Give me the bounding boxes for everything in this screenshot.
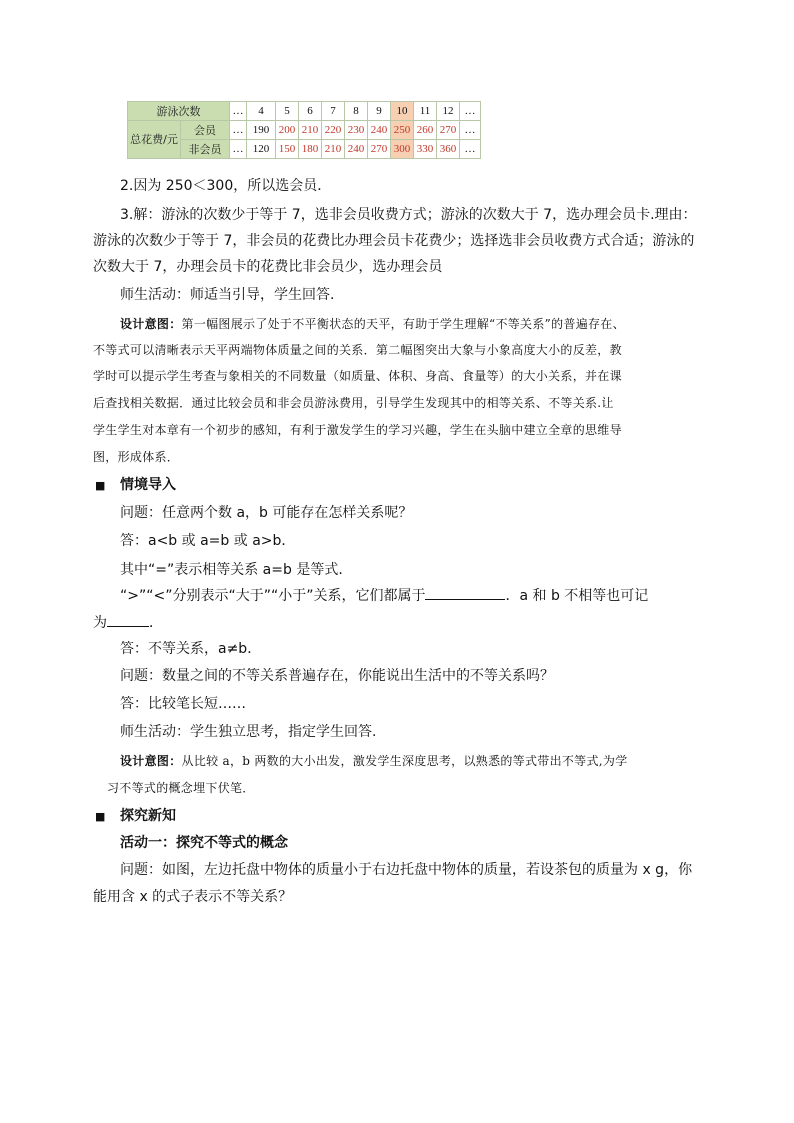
table-cell-highlight: 10 — [391, 102, 414, 121]
table-cell: 12 — [437, 102, 460, 121]
table-cell: 8 — [345, 102, 368, 121]
header-swim-count: 游泳次数 — [128, 102, 230, 121]
table-cell: 270 — [368, 140, 391, 159]
header-total-cost: 总花费/元 — [128, 121, 181, 159]
table-cell: … — [230, 102, 247, 121]
answer-3b: 答：比较笔长短…… — [120, 696, 246, 712]
table-row — [128, 102, 481, 121]
design-label: 设计意图： — [120, 317, 182, 331]
table-cell: 270 — [437, 121, 460, 140]
square-bullet-icon: ■ — [95, 810, 106, 823]
table-cell: 330 — [414, 140, 437, 159]
square-bullet-icon: ■ — [95, 479, 106, 492]
design-text: 第一幅图展示了处于不平衡状态的天平，有助于学生理解“不等关系”的普遍存在、 — [181, 317, 625, 331]
notation-text-b: ． — [149, 615, 163, 631]
teacher-student-activity-2: 师生活动：学生独立思考，指定学生回答. — [120, 724, 377, 740]
table-cell: 120 — [247, 140, 276, 159]
answer-3-line-3: 次数大于 7，办理会员卡的花费比非会员少，选办理会员 — [93, 259, 443, 275]
fill-blank-1 — [425, 585, 505, 600]
design-intent-1-line-2: 不等式可以清晰表示天平两端物体质量之间的关系．第二幅图突出大象与小象高度大小的反差，教 — [93, 343, 622, 357]
table-cell: 180 — [299, 140, 322, 159]
section-title-scenario: 情境导入 — [120, 477, 176, 493]
question-3-line-1: 问题：如图，左边托盘中物体的质量小于右边托盘中物体的质量，若设茶包的质量为 x g，你 — [120, 862, 693, 878]
table-cell: 210 — [322, 140, 345, 159]
table-cell: … — [460, 102, 481, 121]
equality-line: 其中“=”表示相等关系 a=b 是等式. — [120, 562, 343, 578]
fill-blank-2 — [107, 612, 149, 627]
table-row — [128, 121, 481, 140]
answer-2: 2.因为 250＜300，所以选会员． — [120, 178, 332, 194]
table-cell: 6 — [299, 102, 322, 121]
table-row — [128, 140, 481, 159]
table-cell: 230 — [345, 121, 368, 140]
swim-fee-table — [127, 101, 481, 159]
question-2: 问题：数量之间的不等关系普遍存在，你能说出生活中的不等关系吗？ — [120, 668, 554, 684]
table-cell: 7 — [322, 102, 345, 121]
table-cell: 240 — [368, 121, 391, 140]
question-3-line-2: 能用含 x 的式子表示不等关系？ — [93, 889, 293, 905]
section-title-explore: 探究新知 — [120, 808, 176, 824]
table-cell: 210 — [299, 121, 322, 140]
design-intent-1-line-4: 后查找相关数据．通过比较会员和非会员游泳费用，引导学生发现其中的相等关系、不等关系.让 — [93, 396, 614, 410]
design-intent-2-line-2: 习不等式的概念埋下伏笔． — [107, 781, 255, 795]
notation-line — [93, 612, 163, 633]
table-cell: 9 — [368, 102, 391, 121]
design-intent-1-line-1 — [120, 314, 625, 334]
design-label: 设计意图： — [120, 754, 182, 768]
table-cell: … — [230, 121, 247, 140]
activity-title: 活动一：探究不等式的概念 — [120, 835, 288, 851]
design-text: 从比较 a，b 两数的大小出发，激发学生深度思考，以熟悉的等式带出不等式,为学 — [181, 754, 628, 768]
answer-3-line-2: 游泳的次数少于等于 7，非会员的花费比办理会员卡花费少；选择选非会员收费方式合适；游泳的 — [93, 233, 695, 249]
table-cell: … — [460, 121, 481, 140]
answer-2b: 答：不等关系，a≠b． — [120, 641, 262, 657]
table-cell: 5 — [276, 102, 299, 121]
table-cell: 360 — [437, 140, 460, 159]
design-intent-1-line-6: 图，形成体系． — [93, 450, 180, 464]
notation-text-a: 为 — [93, 615, 107, 631]
design-intent-1-line-5: 学生学生对本章有一个初步的感知，有利于激发学生的学习兴趣，学生在头脑中建立全章的思维导 — [93, 423, 622, 437]
design-intent-1-line-3: 学时可以提示学生考查与象相关的不同数量（如质量、体积、身高、食量等）的大小关系，并在课 — [93, 369, 622, 383]
table-cell: 150 — [276, 140, 299, 159]
teacher-student-activity-1: 师生活动：师适当引导，学生回答. — [120, 287, 335, 303]
table-cell: 240 — [345, 140, 368, 159]
table-cell-highlight: 300 — [391, 140, 414, 159]
table-cell: 11 — [414, 102, 437, 121]
table-cell-highlight: 250 — [391, 121, 414, 140]
table-cell: 190 — [247, 121, 276, 140]
header-member: 会员 — [181, 121, 230, 140]
inequality-text-b: ．a 和 b 不相等也可记 — [505, 588, 649, 604]
inequality-text-a: “>”“<”分别表示“大于”“小于”关系，它们都属于 — [120, 588, 426, 604]
table-cell: 200 — [276, 121, 299, 140]
table-cell: 4 — [247, 102, 276, 121]
answer-1: 答：a<b 或 a=b 或 a>b． — [120, 533, 296, 549]
table-cell: … — [460, 140, 481, 159]
header-nonmember: 非会员 — [181, 140, 230, 159]
design-intent-2-line-1 — [120, 751, 628, 771]
table-cell: 260 — [414, 121, 437, 140]
table-cell: … — [230, 140, 247, 159]
question-1: 问题：任意两个数 a，b 可能存在怎样关系呢？ — [120, 505, 413, 521]
answer-3-line-1: 3.解：游泳的次数少于等于 7，选非会员收费方式；游泳的次数大于 7，选办理会员卡.理由： — [120, 207, 697, 223]
inequality-relation-line — [120, 585, 648, 606]
table-cell: 220 — [322, 121, 345, 140]
